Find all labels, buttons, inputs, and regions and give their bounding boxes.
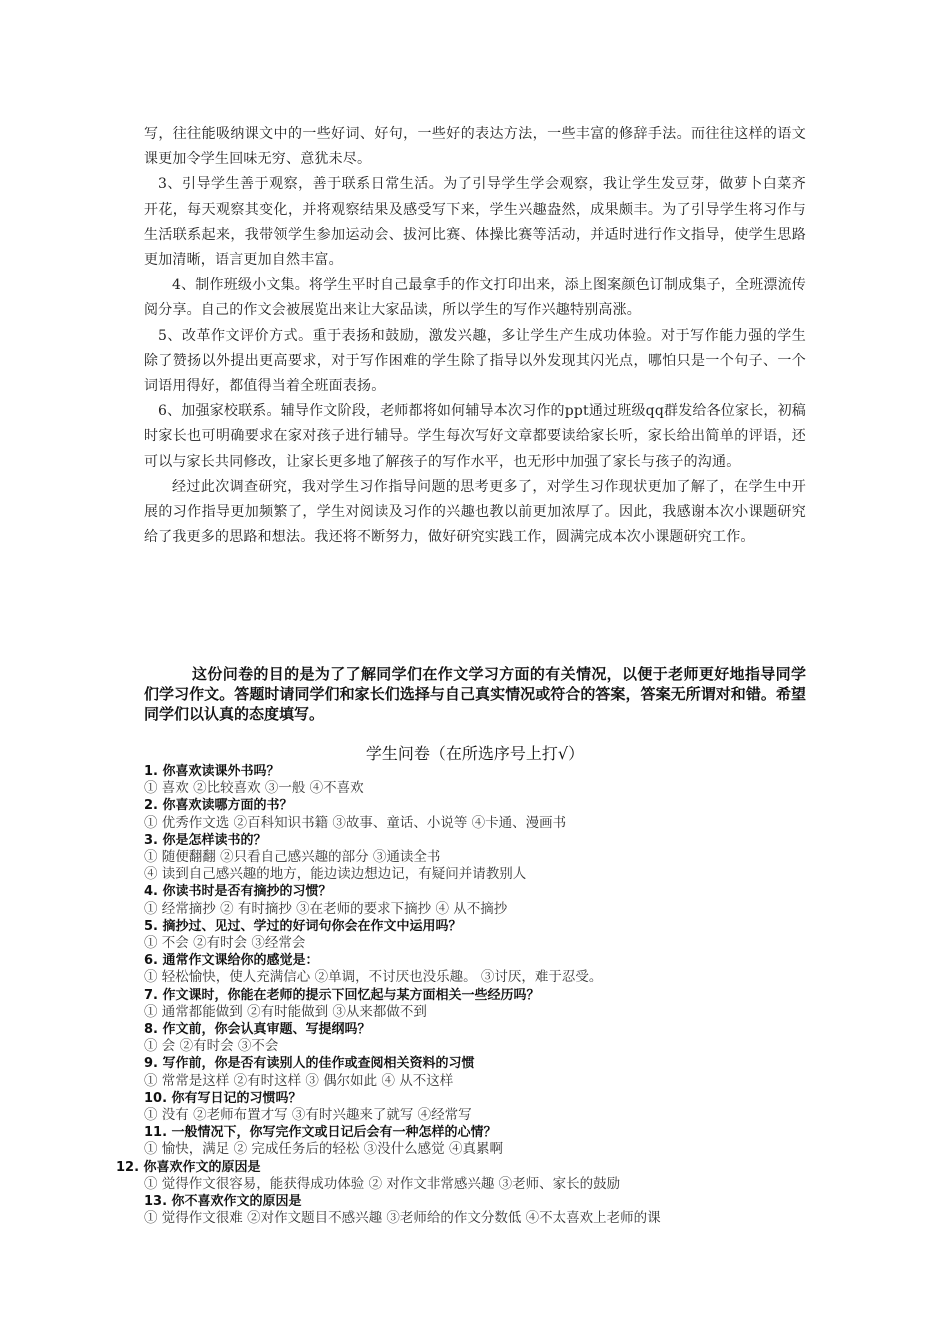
paragraph: 写，往往能吸纳课文中的一些好词、好句，一些好的表达方法，一些丰富的修辞手法。而往往这样的语文课更加令学生回味无穷、意犹未尽。 bbox=[144, 126, 806, 168]
question-options: ① 没有 ②老师布置才写 ③有时兴趣来了就写 ④经常写 bbox=[144, 1107, 472, 1124]
paragraph: 6、加强家校联系。辅导作文阶段，老师都将如何辅导本次习作的ppt通过班级qq群发给各位家长，初稿时家长也可明确要求在家对孩子进行辅导。学生每次写好文章都要读给家长听，家长给出简单的评语，还可以与家长共同修改，让家长更多地了解孩子的写作水平，也无形中加强了家长与孩子的沟通。 bbox=[144, 403, 806, 470]
intro-text: 这份问卷的目的是为了了解同学们在作文学习方面的有关情况，以便于老师更好地指导同学们学习作文。答题时请同学们和家长们选择与自己真实情况或符合的答案，答案无所谓对和错。希望同学们以认真的态度填写。 bbox=[144, 665, 806, 723]
survey-questions bbox=[116, 763, 824, 1227]
paragraph: 4、制作班级小文集。将学生平时自己最拿手的作文打印出来，添上图案颜色订制成集子，全班漂流传阅分享。自己的作文会被展览出来让大家品读，所以学生的写作兴趣特别高涨。 bbox=[144, 277, 806, 319]
question: 6. 通常作文课给你的感觉是： bbox=[144, 953, 319, 969]
question-options: ① 优秀作文选 ②百科知识书籍 ③故事、童话、小说等 ④卡通、漫画书 bbox=[144, 814, 567, 831]
question-options: ① 轻松愉快，使人充满信心 ②单调，不讨厌也没乐趣。 ③讨厌，难于忍受。 bbox=[144, 969, 603, 986]
question-options: ① 常常是这样 ②有时这样 ③ 偶尔如此 ④ 从不这样 bbox=[144, 1072, 454, 1089]
question-options: ① 喜欢 ②比较喜欢 ③一般 ④不喜欢 bbox=[144, 780, 364, 797]
survey-intro bbox=[144, 664, 806, 724]
question: 11. 一般情况下，你写完作文或日记后会有一种怎样的心情？ bbox=[144, 1125, 497, 1141]
question-options: ④ 读到自己感兴趣的地方，能边读边想边记，有疑问并请教别人 bbox=[144, 866, 527, 883]
question: 12. 你喜欢作文的原因是 bbox=[116, 1159, 261, 1175]
paragraph: 5、改革作文评价方式。重于表扬和鼓励，激发兴趣，多让学生产生成功体验。对于写作能力强的学生除了赞扬以外提出更高要求，对于写作困难的学生除了指导以外发现其闪光点，哪怕只是一个句子、一个词语用得好，都值得当着全班面表扬。 bbox=[144, 327, 806, 395]
question-options: ① 随便翻翻 ②只看自己感兴趣的部分 ③通读全书 bbox=[144, 849, 441, 866]
question: 8. 作文前，你会认真审题、写提纲吗？ bbox=[144, 1022, 371, 1038]
question: 4. 你读书时是否有摘抄的习惯？ bbox=[144, 884, 332, 900]
survey-title: 学生问卷（在所选序号上打√） bbox=[365, 744, 585, 763]
question-options: ① 觉得作文很难 ②对作文题目不感兴趣 ③老师给的作文分数低 ④不太喜欢上老师的课 bbox=[144, 1210, 661, 1227]
question: 2. 你喜欢读哪方面的书？ bbox=[144, 798, 293, 814]
question-options: ① 会 ②有时会 ③不会 bbox=[144, 1038, 279, 1055]
question-options: ① 通常都能做到 ②有时能做到 ③从来都做不到 bbox=[144, 1003, 427, 1020]
question: 7. 作文课时，你能在老师的提示下回忆起与某方面相关一些经历吗？ bbox=[144, 987, 540, 1003]
report-body bbox=[144, 122, 806, 550]
paragraph: 经过此次调查研究，我对学生习作指导问题的思考更多了，对学生习作现状更加了解了，在学生中开展的习作指导更加频繁了，学生对阅读及习作的兴趣也教以前更加浓厚了。因此，我感谢本次小课题研究给了我更多的思路和想法。我还将不断努力，做好研究实践工作，圆满完成本次小课题研究工作。 bbox=[144, 478, 806, 546]
question-options: ① 不会 ②有时会 ③经常会 bbox=[144, 935, 306, 952]
question: 1. 你喜欢读课外书吗？ bbox=[144, 764, 280, 779]
paragraph: 3、引导学生善于观察，善于联系日常生活。为了引导学生学会观察，我让学生发豆芽，做萝卜白菜齐开花，每天观察其变化，并将观察结果及感受写下来，学生兴趣盎然，成果颇丰。为了引导学生将习作与生活联系起来，我带领学生参加运动会、拔河比赛、体操比赛等活动，并适时进行作文指导，使学生思路更加清晰，语言更加自然丰富。 bbox=[144, 176, 806, 269]
question-options: ① 愉快，满足 ② 完成任务后的轻松 ③没什么感觉 ④真累啊 bbox=[144, 1141, 503, 1158]
question: 9. 写作前，你是否有读别人的佳作或查阅相关资料的习惯 bbox=[144, 1056, 475, 1072]
question: 3. 你是怎样读书的？ bbox=[144, 832, 267, 848]
question: 5. 摘抄过、见过、学过的好词句你会在作文中运用吗？ bbox=[144, 918, 462, 934]
question: 13. 你不喜欢作文的原因是 bbox=[144, 1194, 302, 1210]
question-options: ① 觉得作文很容易，能获得成功体验 ② 对作文非常感兴趣 ③老师、家长的鼓励 bbox=[144, 1175, 621, 1192]
question-options: ① 经常摘抄 ② 有时摘抄 ③在老师的要求下摘抄 ④ 从不摘抄 bbox=[144, 900, 508, 917]
question: 10. 你有写日记的习惯吗？ bbox=[144, 1090, 302, 1106]
